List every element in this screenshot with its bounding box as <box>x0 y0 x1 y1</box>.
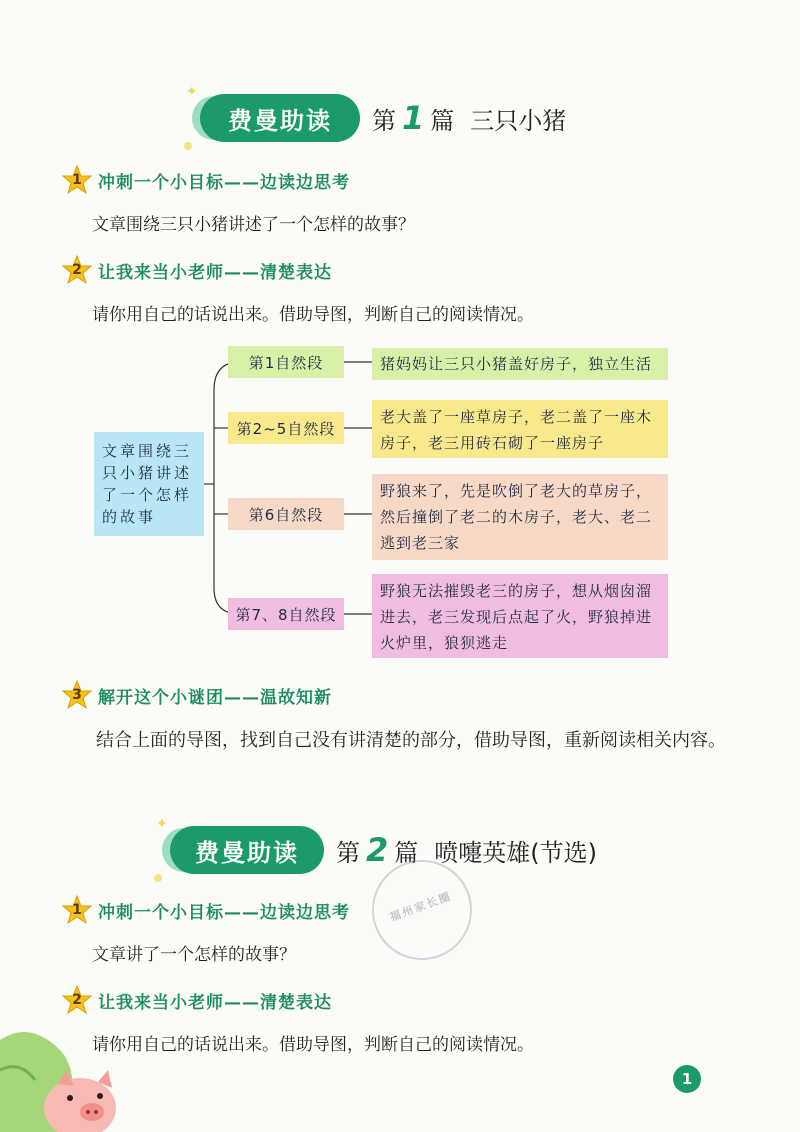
title-suffix: 篇 <box>394 839 419 867</box>
star-number-icon: 3 <box>62 680 92 710</box>
article-name: 喷嚏英雄(节选) <box>434 839 597 867</box>
section-number: 1 <box>402 99 425 137</box>
sparkle-icon: ✦ <box>186 84 200 100</box>
step-title: 冲刺一个小目标——边读边思考 <box>98 172 350 193</box>
mindmap-branch-label: 第1自然段 <box>228 346 344 378</box>
title-prefix: 第 <box>336 839 360 867</box>
mindmap-branch-detail: 老大盖了一座草房子，老二盖了一座木房子，老三用砖石砌了一座房子 <box>372 400 668 458</box>
mindmap-branch-label: 第6自然段 <box>228 498 344 530</box>
section-2-step-1 <box>62 895 350 925</box>
instruction-paragraph: 结合上面的导图，找到自己没有讲清楚的部分，借助导图，重新阅读相关内容。 <box>96 730 726 751</box>
badge-label: 费曼助读 <box>195 838 299 867</box>
mindmap-branch-label: 第7、8自然段 <box>228 598 344 630</box>
step-3 <box>62 680 332 710</box>
step-title: 让我来当小老师——清楚表达 <box>98 262 332 283</box>
mindmap-branch-detail: 野狼无法摧毁老三的房子，想从烟囱溜进去，老三发现后点起了火，野狼掉进火炉里，狼狈逃走 <box>372 574 668 658</box>
page-number: 1 <box>673 1065 701 1093</box>
stamp-text: 福州家长圈 <box>388 889 454 924</box>
dot-decoration <box>154 874 162 882</box>
article-name: 三只小猪 <box>470 107 567 135</box>
instruction-text: 请你用自己的话说出来。借助导图，判断自己的阅读情况。 <box>92 1035 534 1055</box>
step-title: 冲刺一个小目标——边读边思考 <box>98 902 350 923</box>
badge-label: 费曼助读 <box>228 106 332 135</box>
instruction-text: 请你用自己的话说出来。借助导图，判断自己的阅读情况。 <box>92 305 534 325</box>
section-2-header <box>156 816 597 874</box>
section-2-title <box>336 831 597 869</box>
step-title: 让我来当小老师——清楚表达 <box>98 992 332 1013</box>
star-number-icon: 2 <box>62 255 92 285</box>
mindmap-branch-label: 第2~5自然段 <box>228 412 344 444</box>
sparkle-icon: ✦ <box>156 816 170 832</box>
title-suffix: 篇 <box>430 107 455 135</box>
piglet-illustration <box>0 1000 140 1132</box>
step-title: 解开这个小谜团——温故知新 <box>98 687 332 708</box>
mindmap-branch-detail: 野狼来了，先是吹倒了老大的草房子，然后撞倒了老二的木房子，老大、老二逃到老三家 <box>372 474 668 560</box>
star-number-icon: 1 <box>62 165 92 195</box>
feynman-reading-badge <box>156 816 324 874</box>
star-number-icon: 2 <box>62 985 92 1015</box>
star-number-icon: 1 <box>62 895 92 925</box>
title-prefix: 第 <box>372 107 396 135</box>
question-text: 文章围绕三只小猪讲述了一个怎样的故事？ <box>92 215 415 235</box>
question-text: 文章讲了一个怎样的故事？ <box>92 945 296 965</box>
mindmap-root: 文章围绕三只小猪讲述了一个怎样的故事 <box>94 432 204 536</box>
mindmap-branch-detail: 猪妈妈让三只小猪盖好房子，独立生活 <box>372 348 668 380</box>
section-number: 2 <box>366 831 389 869</box>
